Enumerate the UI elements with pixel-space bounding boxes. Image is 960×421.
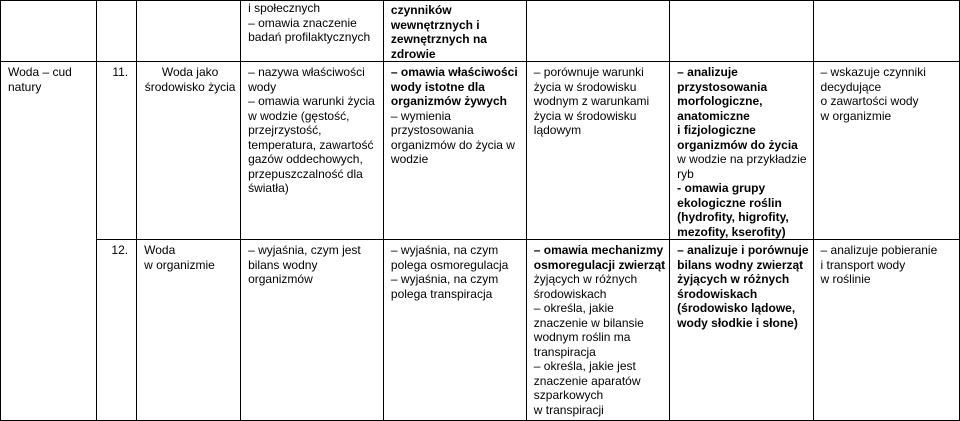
lesson-number-cell: 11. <box>97 62 137 240</box>
requirements-cell: – wskazuje czynniki decydujące o zawartości wody w organizmie <box>813 62 959 240</box>
table-row <box>1 1 960 62</box>
requirements-cell: – wyjaśnia, czym jest bilans wodny organizmów <box>241 240 384 421</box>
requirements-cell: – wyjaśnia, na czym polega osmoregulacja – wyjaśnia, na czym polega transpiracja <box>383 240 526 421</box>
lesson-number-cell <box>97 1 137 62</box>
requirements-cell: – analizuje przystosowania morfologiczne, anatomiczne i fizjologiczne organizmów do życia w wodzie na przykładzie ryb - omawia grupy ekologiczne roślin (hydrofity, higrofity, mezofity, kserofity) <box>670 62 813 240</box>
requirements-cell <box>813 1 959 62</box>
requirements-cell: – omawia mechanizmy osmoregulacji zwierząt żyjących w różnych środowiskach – określa, jakie znaczenie w bilansie wodnym roślin ma transpiracja – określa, jakie jest znaczenie aparatów szparkowych w transpiracji <box>526 240 669 421</box>
table-row <box>1 62 960 240</box>
requirements-cell: i społecznych – omawia znaczenie badań profilaktycznych <box>241 1 384 62</box>
lesson-topic-cell: Woda jako środowisko życia <box>137 62 241 240</box>
requirements-cell: – nazywa właściwości wody – omawia warunki życia w wodzie (gęstość, przejrzystość, temperatura, zawartość gazów oddechowych, przepuszczalność dla światła) <box>241 62 384 240</box>
requirements-cell: – omawia właściwości wody istotne dla organizmów żywych – wymienia przystosowania organizmów do życia w wodzie <box>383 62 526 240</box>
table-row <box>1 240 960 421</box>
requirements-cell: czynników wewnętrznych i zewnętrznych na zdrowie <box>383 1 526 62</box>
requirements-cell: – analizuje pobieranie i transport wody w roślinie <box>813 240 959 421</box>
lesson-number-cell: 12. <box>97 240 137 421</box>
section-cell: Woda – cud natury <box>1 62 97 421</box>
requirements-cell <box>670 1 813 62</box>
requirements-cell: – porównuje warunki życia w środowisku wodnym z warunkami życia w środowisku lądowym <box>526 62 669 240</box>
requirements-cell <box>526 1 669 62</box>
section-cell <box>1 1 97 62</box>
lesson-topic-cell <box>137 1 241 62</box>
requirements-cell: – analizuje i porównuje bilans wodny zwierząt żyjących w różnych środowiskach (środowisko lądowe, wody słodkie i słone) <box>670 240 813 421</box>
lesson-topic-cell: Woda w organizmie <box>137 240 241 421</box>
